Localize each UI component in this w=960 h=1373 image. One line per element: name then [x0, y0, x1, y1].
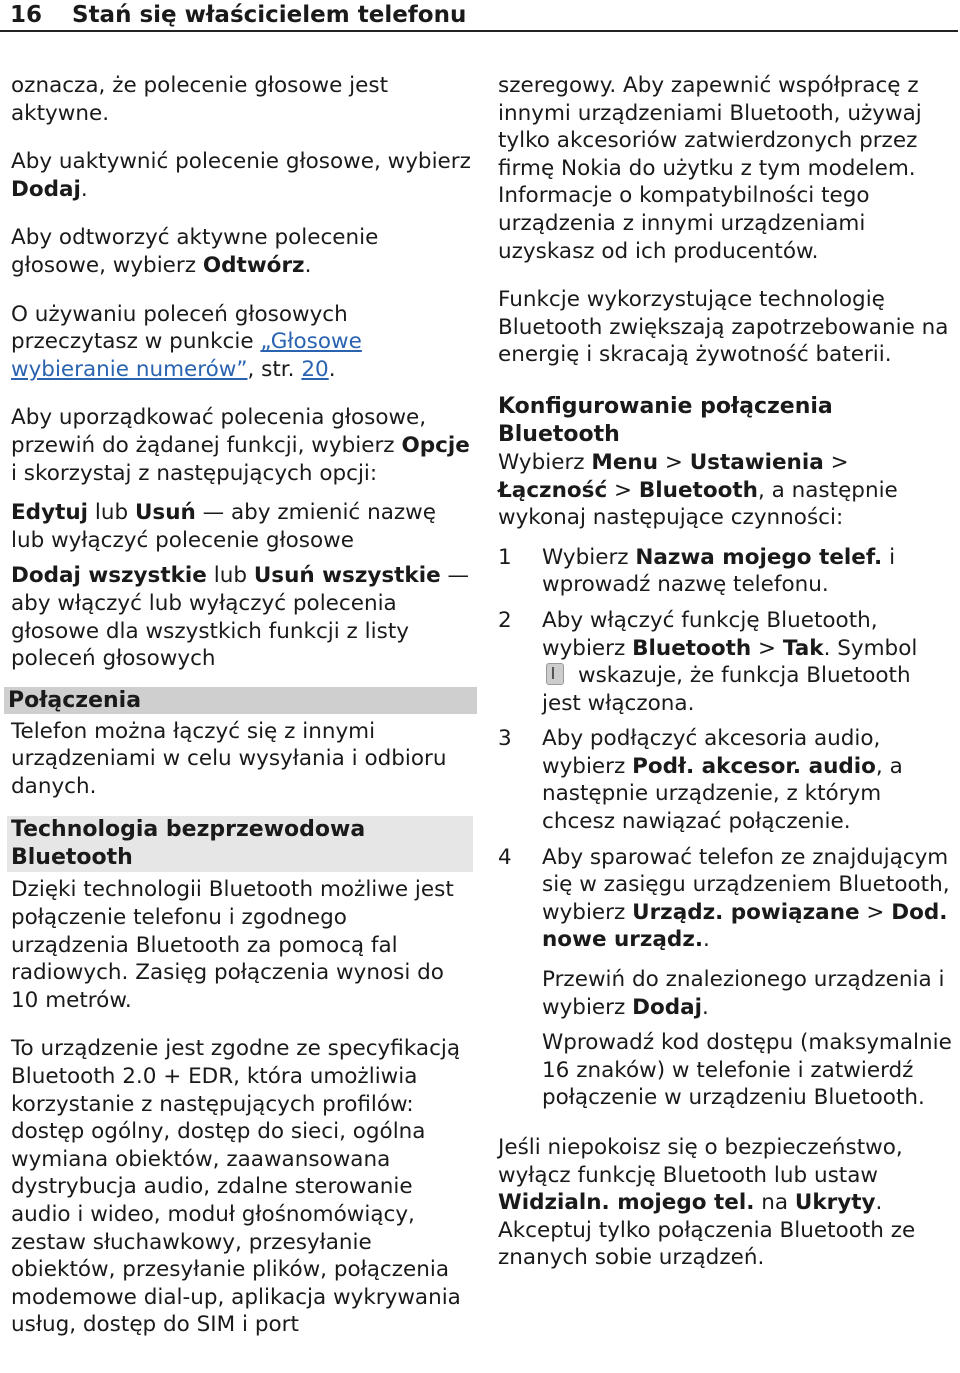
cross-reference-link[interactable]: „Głosowe wybieranie numerów”: [11, 329, 362, 382]
step-number: 1: [498, 544, 512, 570]
paragraph: Aby uaktywnić polecenie głosowe, wybierz Dodaj.: [11, 149, 471, 202]
step-number: 2: [498, 607, 512, 633]
paragraph: Wybierz Menu > Ustawienia > Łączność > Bluetooth, a następnie wykonaj następujące czynności:: [498, 449, 898, 531]
paragraph: Dzięki technologii Bluetooth możliwe jest połączenie telefonu i zgodnego urządzenia Bluetooth za pomocą fal radiowych. Zasięg połączenia wynosi do 10 metrów.: [11, 877, 454, 1013]
left-column: [8, 72, 471, 1360]
running-title: Stań się właścicielem telefonu: [72, 2, 467, 28]
paragraph: Jeśli niepokoisz się o bezpieczeństwo, wyłącz funkcję Bluetooth lub ustaw Widzialn. mojego tel. na Ukryty. Akceptuj tylko połączenia Bluetooth ze znanych sobie urządzeń.: [498, 1135, 916, 1271]
paragraph: To urządzenie jest zgodne ze specyfikacją Bluetooth 2.0 + EDR, która umożliwia korzystanie z następujących profilów: dostęp ogólny, dostęp do sieci, ogólna wymiana obiektów, zaawansowana dystrybucja audio, zdalne sterowanie audio i wideo, moduł głośnomówiący, zestaw słuchawkowy, przesyłanie obiektów, przesyłanie plików, połączenia modemowe dial-up, aplikacja wykrywania usług, dostęp do SIM i port: [11, 1036, 461, 1338]
bluetooth-icon: [546, 663, 564, 685]
right-column: [498, 72, 953, 1293]
paragraph: szeregowy. Aby zapewnić współpracę z innymi urządzeniami Bluetooth, używaj tylko akcesoriów zatwierdzonych przez firmę Nokia do użytku z tym modelem. Informacje o kompatybilności tego urządzenia z innymi urządzeniami uzyskasz od ich producentów.: [498, 73, 922, 264]
paragraph: O używaniu poleceń głosowych przeczytasz w punkcie „Głosowe wybieranie numerów”, str. 20.: [11, 301, 362, 382]
option-item: Dodaj wszystkie lub Usuń wszystkie — aby włączyć lub wyłączyć polecenia głosowe dla wszystkich funkcji z listy poleceń głosowych: [11, 563, 470, 672]
command-name: Opcje: [401, 432, 470, 458]
command-name: Dodaj: [11, 176, 81, 202]
list-item: 1 Wybierz Nazwa mojego telef. i wprowadź nazwę telefonu.: [498, 544, 896, 598]
page-reference-link[interactable]: 20: [301, 356, 329, 382]
section-heading: Konfigurowanie połączenia Bluetooth: [498, 393, 833, 447]
step-number: 4: [498, 844, 512, 870]
list-item: 3 Aby podłączyć akcesoria audio, wybierz Podł. akcesor. audio, a następnie urządzenie, z którym chcesz nawiązać połączenie.: [498, 726, 903, 835]
step-number: 3: [498, 726, 512, 752]
list-item: 2 Aby włączyć funkcję Bluetooth, wybierz Bluetooth > Tak. Symbol wskazuje, że funkcja Bluetooth jest włączona.: [498, 607, 918, 716]
steps-list: [498, 544, 953, 954]
list-item: 4 Aby sparować telefon ze znajdującym się w zasięgu urządzeniem Bluetooth, wybierz Urządz. powiązane > Dod. nowe urządz..: [498, 844, 950, 953]
paragraph: Funkcje wykorzystujące technologię Bluetooth zwiększają zapotrzebowanie na energię i skracają żywotność baterii.: [498, 287, 949, 368]
step-detail: Wprowadź kod dostępu (maksymalnie 16 znaków) w telefonie i zatwierdź połączenie w urządzeniu Bluetooth.: [542, 1030, 952, 1111]
step-detail: Przewiń do znalezionego urządzenia i wybierz Dodaj.: [542, 967, 945, 1020]
page-header: [0, 0, 958, 32]
command-name: Odtwórz: [202, 252, 305, 278]
section-heading: Połączenia: [4, 687, 477, 714]
paragraph: Telefon można łączyć się z innymi urządzeniami w celu wysyłania i odbioru danych.: [11, 718, 447, 799]
subsection-heading: Technologia bezprzewodowa Bluetooth: [7, 816, 473, 872]
paragraph: Aby uporządkować polecenia głosowe, przewiń do żądanej funkcji, wybierz Opcje i skorzystaj z następujących opcji:: [11, 405, 470, 486]
paragraph: oznacza, że polecenie głosowe jest aktywne.: [11, 73, 388, 126]
page-number: 16: [10, 2, 43, 28]
paragraph: Aby odtworzyć aktywne polecenie głosowe, wybierz Odtwórz.: [11, 225, 379, 278]
option-item: Edytuj lub Usuń — aby zmienić nazwę lub wyłączyć polecenie głosowe: [11, 500, 436, 553]
